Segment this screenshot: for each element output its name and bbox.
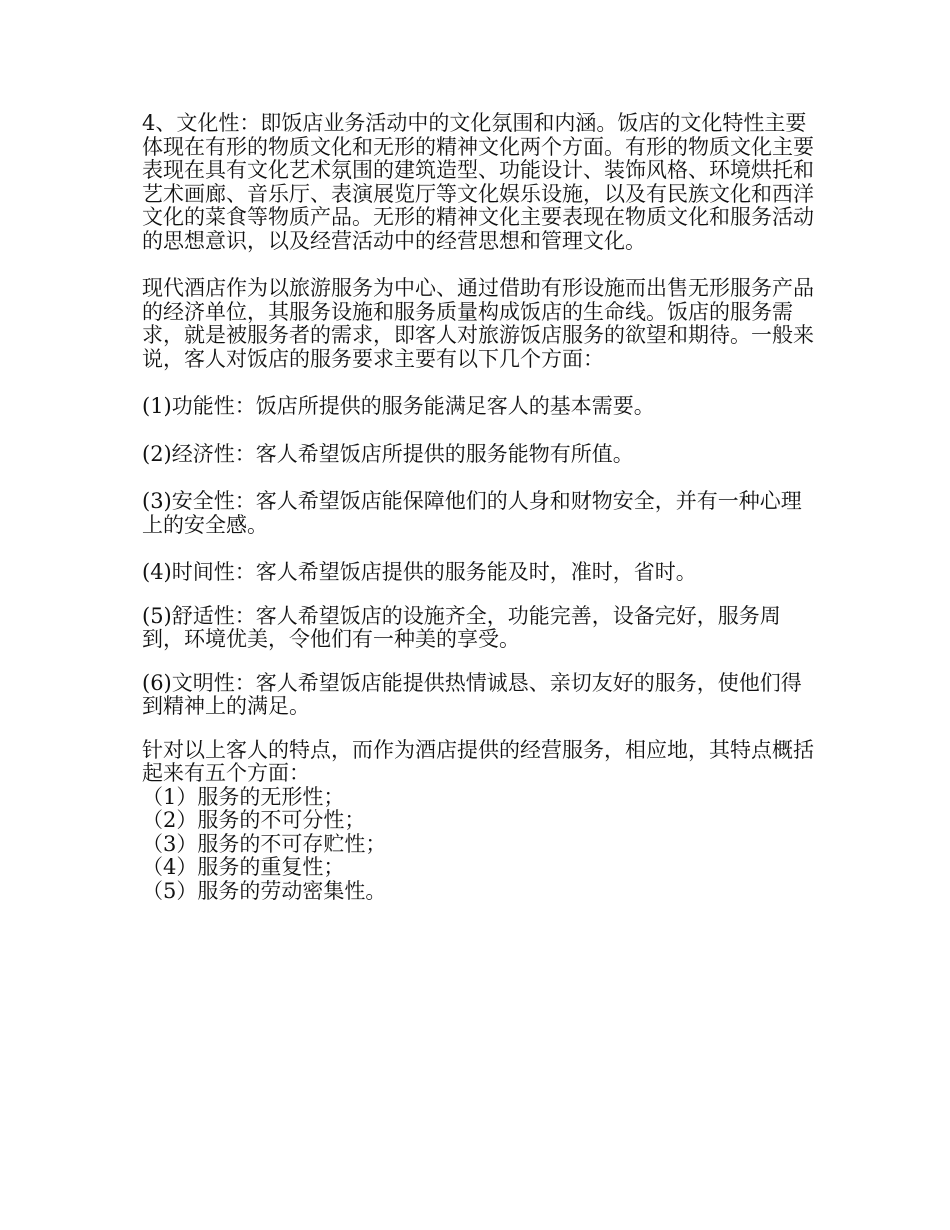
requirement-economy: (2)经济性：客人希望饭店所提供的服务能物有所值。 xyxy=(142,441,634,466)
requirement-safety: (3)安全性：客人希望饭店能保障他们的人身和财物安全，并有一种心理上的安全感。 xyxy=(142,489,802,537)
feature-item: （4）服务的重复性； xyxy=(142,855,345,879)
feature-item: （5）服务的劳动密集性。 xyxy=(142,878,387,903)
requirement-civility: (6)文明性：客人希望饭店能提供热情诚恳、亲切友好的服务，使他们得到精神上的满足。 xyxy=(142,670,802,718)
paragraph-summary: 针对以上客人的特点，而作为酒店提供的经营服务，相应地，其特点概括起来有五个方面： xyxy=(142,737,814,785)
requirement-functionality: (1)功能性：饭店所提供的服务能满足客人的基本需要。 xyxy=(142,394,655,418)
feature-item: （1）服务的无形性； xyxy=(142,784,345,809)
requirement-comfort: (5)舒适性：客人希望饭店的设施齐全，功能完善，设备完好，服务周到，环境优美，令他们有一种美的享受。 xyxy=(142,603,781,651)
paragraph-culture: 4、文化性：即饭店业务活动中的文化氛围和内涵。饭店的文化特性主要体现在有形的物质文化和无形的精神文化两个方面。有形的物质文化主要表现在具有文化艺术氛围的建筑造型、功能设计、装饰风格、环境烘托和艺术画廊、音乐厅、表演展览厅等文化娱乐设施，以及有民族文化和西洋文化的菜食等物质产品。无形的精神文化主要表现在物质文化和服务活动的思想意识，以及经营活动中的经营思想和管理文化。 xyxy=(142,111,814,253)
feature-item: （3）服务的不可存贮性； xyxy=(142,831,387,856)
document-body xyxy=(142,112,814,903)
requirement-timeliness: (4)时间性：客人希望饭店提供的服务能及时，准时，省时。 xyxy=(142,560,697,584)
paragraph-modern-hotel: 现代酒店作为以旅游服务为中心、通过借助有形设施而出售无形服务产品的经济单位，其服务设施和服务质量构成饭店的生命线。饭店的服务需求，就是被服务者的需求，即客人对旅游饭店服务的欲望和期待。一般来说，客人对饭店的服务要求主要有以下几个方面： xyxy=(142,276,814,371)
feature-item: （2）服务的不可分性； xyxy=(142,808,366,832)
